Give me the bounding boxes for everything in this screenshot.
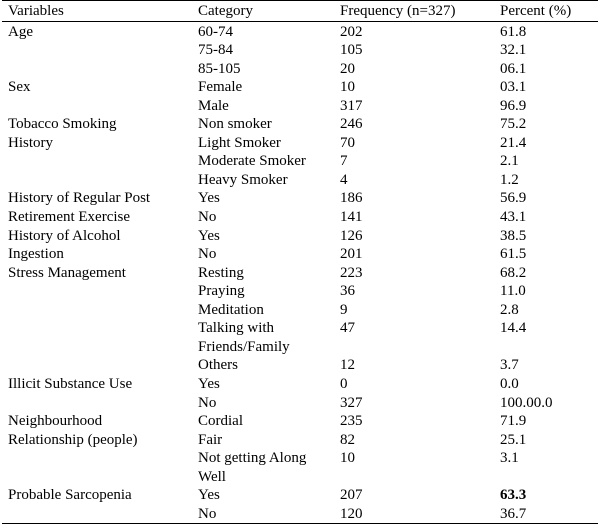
cell-frequency: 4 [340,171,348,188]
cell-frequency: 36 [340,283,355,300]
cell-category: No [198,246,217,263]
header-percent: Percent (%) [500,3,572,19]
cell-variable: Stress Management [8,264,126,281]
cell-percent: 75.2 [500,116,527,133]
cell-variable: History [8,134,53,151]
table-row [0,394,600,413]
cell-variable: Tobacco Smoking [8,116,117,133]
cell-frequency: 7 [340,153,348,170]
cell-percent: 3.7 [500,357,519,374]
header-category: Category [198,3,253,19]
cell-category: Friends/Family [198,338,290,355]
cell-frequency: 223 [340,264,363,281]
cell-frequency: 207 [340,487,363,504]
cell-category: Meditation [198,301,264,318]
header-variables: Variables [8,3,64,19]
table-row [0,319,600,338]
cell-frequency: 126 [340,227,363,244]
cell-percent: 3.1 [500,450,519,467]
cell-category: Others [198,357,238,374]
table-row [0,23,600,42]
cell-category: Yes [198,487,220,504]
cell-category: Fair [198,431,223,448]
cell-category: Male [198,97,229,114]
table-row [0,505,600,524]
cell-frequency: 246 [340,116,363,133]
cell-variable: Illicit Substance Use [8,375,133,392]
cell-category: Talking with [198,320,275,337]
cell-variable: Sex [8,79,31,96]
cell-category: Praying [198,283,245,300]
cell-category: Well [198,468,226,485]
cell-percent: 2.1 [500,153,519,170]
cell-percent: 25.1 [500,431,527,448]
cell-frequency: 82 [340,431,355,448]
table-row [0,78,600,97]
table-row [0,431,600,450]
table-row [0,449,600,468]
cell-percent: 43.1 [500,209,527,225]
table-row [0,134,600,153]
table-row [0,468,600,487]
cell-percent: 21.4 [500,134,527,151]
table-row [0,356,600,375]
table-header-row [0,2,600,21]
cell-frequency: 47 [340,320,355,337]
cell-frequency: 9 [340,301,348,318]
cell-category: Yes [198,190,220,207]
cell-frequency: 105 [340,42,363,59]
table-row [0,486,600,505]
table-row [0,227,600,246]
cell-variable: History of Regular Post [8,190,151,207]
cell-category: Female [198,79,243,96]
cell-category: Cordial [198,413,243,430]
cell-category: 85-105 [198,60,241,77]
cell-frequency: 120 [340,505,363,522]
table-row [0,245,600,264]
table-row [0,97,600,116]
cell-variable: Retirement Exercise [8,209,131,225]
cell-category: No [198,505,217,522]
cell-frequency: 327 [340,394,363,411]
cell-variable: History of Alcohol [8,227,121,244]
cell-frequency: 10 [340,450,355,467]
cell-variable: Ingestion [8,246,64,263]
table-row [0,60,600,79]
cell-frequency: 10 [340,79,355,96]
cell-frequency: 201 [340,246,363,263]
cell-category: Yes [198,227,220,244]
cell-percent: 61.8 [500,23,527,40]
cell-category: Resting [198,264,244,281]
cell-frequency: 202 [340,23,363,40]
table-row [0,412,600,431]
table-row [0,375,600,394]
cell-frequency: 186 [340,190,363,207]
table-row [0,338,600,357]
header-frequency: Frequency (n=327) [340,3,456,19]
cell-percent: 68.2 [500,264,527,281]
table-row [0,208,600,227]
cell-frequency: 317 [340,97,363,114]
cell-category: Non smoker [198,116,272,133]
cell-percent: 0.0 [500,375,519,392]
cell-frequency: 0 [340,375,348,392]
cell-variable: Relationship (people) [8,431,138,448]
cell-percent: 96.9 [500,97,527,114]
cell-frequency: 12 [340,357,355,374]
cell-category: Not getting Along [198,450,307,467]
cell-category: 75-84 [198,42,233,59]
cell-percent: 38.5 [500,227,527,244]
table-row [0,264,600,283]
table-row [0,171,600,190]
cell-variable: Neighbourhood [8,413,103,430]
bottom-rule [2,523,598,524]
cell-frequency: 70 [340,134,355,151]
cell-percent: 32.1 [500,42,527,59]
cell-frequency: 20 [340,60,355,77]
cell-percent: 11.0 [500,283,526,300]
cell-percent: 06.1 [500,60,527,77]
table-row [0,152,600,171]
cell-percent: 56.9 [500,190,527,207]
cell-category: 60-74 [198,23,233,40]
cell-variable: Age [8,23,33,40]
table-row [0,301,600,320]
cell-category: No [198,394,217,411]
table-row [0,282,600,301]
table-row [0,189,600,208]
cell-category: Moderate Smoker [198,153,306,170]
cell-percent: 61.5 [500,246,527,263]
cell-category: No [198,209,217,225]
cell-percent: 2.8 [500,301,519,318]
table-row [0,115,600,134]
cell-percent: 71.9 [500,413,527,430]
cell-percent: 63.3 [500,487,527,504]
cell-frequency: 235 [340,413,363,430]
cell-category: Yes [198,375,220,392]
cell-percent: 36.7 [500,505,527,522]
top-rule [2,0,598,1]
cell-percent: 1.2 [500,171,519,188]
cell-percent: 03.1 [500,79,527,96]
cell-percent: 100.00.0 [500,394,553,411]
cell-frequency: 141 [340,209,363,225]
cell-category: Heavy Smoker [198,171,288,188]
cell-variable: Probable Sarcopenia [8,487,132,504]
table-row [0,41,600,60]
cell-category: Light Smoker [198,134,281,151]
cell-percent: 14.4 [500,320,527,337]
